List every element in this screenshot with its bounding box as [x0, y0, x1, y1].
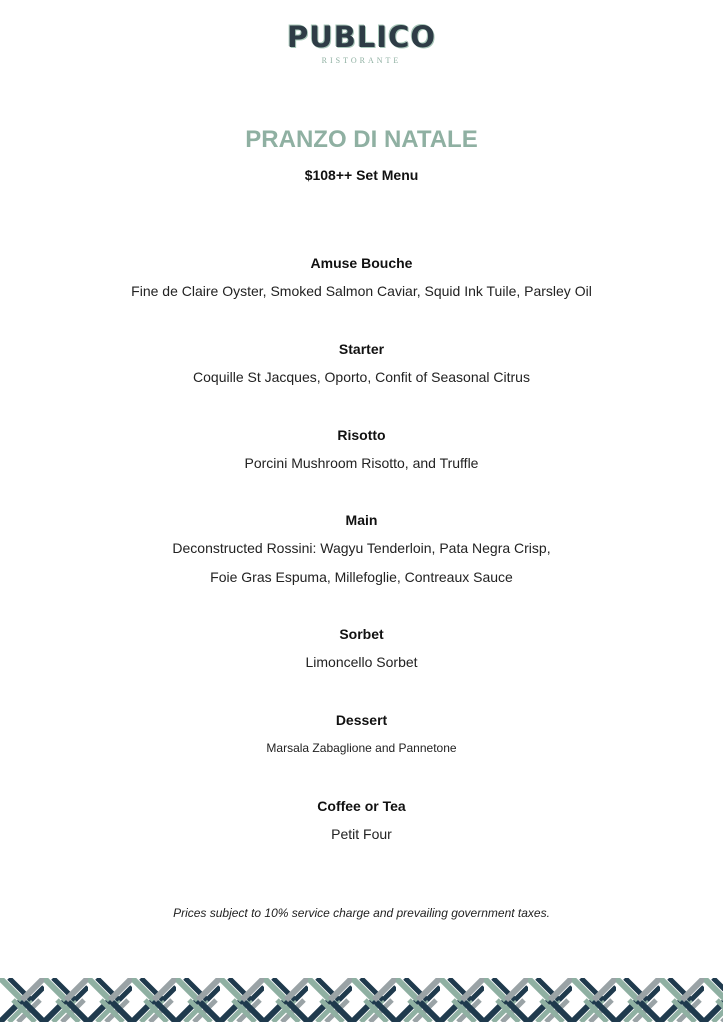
course-description: Marsala Zabaglione and Pannetone — [266, 741, 457, 755]
course-name: Amuse Bouche — [310, 255, 413, 271]
decorative-pattern-border — [0, 978, 723, 1022]
menu-title: PRANZO DI NATALE — [245, 126, 478, 153]
course-name: Risotto — [337, 427, 386, 443]
course-name: Sorbet — [339, 626, 384, 642]
logo-name: PUBLICO — [286, 20, 437, 54]
course-coffee-or-tea — [0, 797, 723, 843]
course-description: Limoncello Sorbet — [305, 654, 418, 670]
course-name: Coffee or Tea — [317, 798, 406, 814]
course-name: Main — [345, 512, 378, 528]
course-name: Starter — [338, 341, 385, 357]
course-description: Petit Four — [331, 826, 392, 842]
course-risotto — [0, 426, 723, 472]
logo-subtitle: RISTORANTE — [321, 56, 402, 65]
course-description: Foie Gras Espuma, Millefoglie, Contreaux Sauce — [210, 569, 513, 585]
course-starter — [0, 340, 723, 386]
service-charge-note: Prices subject to 10% service charge and prevailing government taxes. — [173, 906, 550, 920]
course-description: Fine de Claire Oyster, Smoked Salmon Caviar, Squid Ink Tuile, Parsley Oil — [131, 283, 592, 299]
course-name: Dessert — [335, 712, 388, 728]
course-amuse-bouche — [0, 254, 723, 300]
course-main — [0, 511, 723, 586]
restaurant-logo — [0, 20, 723, 65]
course-dessert — [0, 711, 723, 757]
course-description: Coquille St Jacques, Oporto, Confit of Seasonal Citrus — [193, 369, 530, 385]
menu-price: $108++ Set Menu — [304, 167, 419, 183]
course-description: Deconstructed Rossini: Wagyu Tenderloin, Pata Negra Crisp, — [172, 540, 551, 556]
course-description: Porcini Mushroom Risotto, and Truffle — [244, 455, 479, 471]
course-sorbet — [0, 625, 723, 671]
